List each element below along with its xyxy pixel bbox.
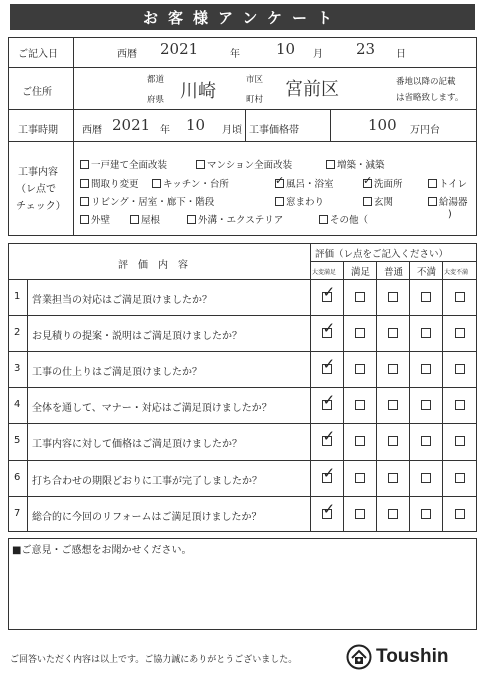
work-option[interactable] bbox=[275, 176, 334, 190]
rating-checkbox[interactable] bbox=[421, 509, 431, 519]
checkbox-checked-icon[interactable] bbox=[275, 174, 285, 188]
question-text: 工事内容に対して価格はご満足頂けましたか？ bbox=[32, 439, 242, 451]
rating-checkbox[interactable] bbox=[355, 400, 365, 410]
rating-checkbox[interactable] bbox=[388, 328, 398, 338]
work-option[interactable] bbox=[80, 176, 139, 190]
work-option[interactable] bbox=[428, 194, 468, 208]
rating-column-divider bbox=[376, 261, 377, 532]
ward-value: 宮前区 bbox=[285, 79, 339, 100]
question-number: 1 bbox=[14, 291, 21, 302]
checkbox-icon[interactable] bbox=[363, 197, 372, 206]
rating-header: 評価（レ点をご記入ください） bbox=[315, 249, 449, 260]
question-text: 総合的に今回のリフォームはご満足頂けましたか？ bbox=[32, 511, 262, 523]
scale-label: 満足 bbox=[351, 267, 371, 278]
rating-column-divider bbox=[409, 261, 410, 532]
checkbox-icon[interactable] bbox=[326, 160, 335, 169]
checkbox-icon[interactable] bbox=[428, 179, 437, 188]
work-option[interactable] bbox=[428, 176, 467, 190]
work-period-label: 工事時期 bbox=[18, 125, 58, 136]
date-era: 西暦 bbox=[117, 49, 137, 60]
checkbox-checked-icon[interactable] bbox=[363, 174, 373, 188]
work-month: 10 bbox=[186, 116, 206, 134]
content-label-2: （レ点で bbox=[16, 184, 56, 195]
work-option-label: その他（ bbox=[330, 215, 369, 226]
work-option-label: 外壁 bbox=[91, 215, 111, 226]
date-year-unit: 年 bbox=[230, 49, 240, 60]
survey-title: お客様アンケート bbox=[10, 4, 475, 30]
price-label: 工事価格帯 bbox=[249, 125, 299, 136]
work-option[interactable] bbox=[196, 157, 292, 171]
other-close: ) bbox=[448, 209, 452, 220]
work-option[interactable] bbox=[363, 176, 403, 190]
work-option[interactable] bbox=[363, 194, 393, 208]
checkbox-icon[interactable] bbox=[275, 197, 284, 206]
content-label-3: チェック） bbox=[16, 201, 66, 212]
price-unit: 万円台 bbox=[410, 125, 440, 136]
check-mark-icon: ✓ bbox=[322, 499, 336, 518]
scale-label: 普通 bbox=[384, 267, 404, 278]
city-bottom: 町村 bbox=[246, 95, 264, 105]
question-number: 6 bbox=[14, 471, 21, 483]
work-option[interactable] bbox=[152, 176, 229, 190]
check-mark-icon: ✓ bbox=[322, 355, 336, 374]
address-note-1: 番地以降の記載 bbox=[396, 77, 456, 87]
comments-label: ■ご意見・ご感想をお聞かせください。 bbox=[12, 545, 192, 556]
content-label-1: 工事内容 bbox=[18, 167, 58, 178]
work-option-label: 洗面所 bbox=[374, 179, 403, 190]
work-option[interactable] bbox=[80, 194, 214, 208]
rating-checkbox[interactable] bbox=[388, 364, 398, 374]
work-option[interactable] bbox=[326, 157, 385, 171]
work-option-label: リビング・居室・廊下・階段 bbox=[91, 197, 215, 208]
rating-checkbox[interactable] bbox=[355, 292, 365, 302]
work-option-label: 外溝・エクステリア bbox=[198, 215, 284, 226]
checkbox-icon[interactable] bbox=[187, 215, 196, 224]
rating-checkbox[interactable] bbox=[455, 400, 465, 410]
row-divider bbox=[8, 351, 477, 352]
brand-logo-icon bbox=[346, 644, 372, 670]
scale-label: 不満 bbox=[417, 267, 437, 278]
checkbox-icon[interactable] bbox=[130, 215, 139, 224]
rating-checkbox[interactable] bbox=[421, 364, 431, 374]
row-divider bbox=[8, 460, 477, 461]
rating-checkbox[interactable] bbox=[388, 292, 398, 302]
rating-checkbox[interactable] bbox=[421, 436, 431, 446]
work-option[interactable] bbox=[275, 194, 324, 208]
rating-checkbox[interactable] bbox=[455, 364, 465, 374]
work-year-unit: 年 bbox=[160, 125, 170, 136]
work-option-label: キッチン・台所 bbox=[163, 179, 229, 190]
rating-checkbox[interactable] bbox=[455, 473, 465, 483]
row-divider bbox=[8, 496, 477, 497]
check-mark-icon: ✓ bbox=[275, 174, 285, 187]
question-text: 営業担当の対応はご満足頂けましたか？ bbox=[32, 295, 212, 306]
work-option[interactable] bbox=[80, 212, 110, 226]
footer-thanks: ご回答いただく内容は以上です。ご協力誠にありがとうございました。 bbox=[10, 655, 298, 665]
checkbox-icon[interactable] bbox=[319, 215, 328, 224]
checkbox-icon[interactable] bbox=[196, 160, 205, 169]
work-option[interactable] bbox=[319, 212, 368, 226]
row-divider bbox=[8, 315, 477, 316]
check-mark-icon: ✓ bbox=[322, 319, 336, 338]
rating-checkbox[interactable] bbox=[388, 436, 398, 446]
work-option-label: 給湯器 bbox=[439, 197, 468, 208]
rating-checkbox[interactable] bbox=[455, 509, 465, 519]
work-option[interactable] bbox=[130, 212, 160, 226]
check-mark-icon: ✓ bbox=[322, 463, 336, 482]
rating-checkbox[interactable] bbox=[421, 400, 431, 410]
question-number: 3 bbox=[14, 363, 21, 375]
work-option-label: 窓まわり bbox=[286, 197, 325, 208]
city-value: 川崎 bbox=[180, 81, 216, 102]
rating-checkbox[interactable] bbox=[455, 292, 465, 302]
question-text: お見積りの提案・説明はご満足頂けましたか？ bbox=[32, 331, 242, 343]
city-top: 市区 bbox=[246, 75, 264, 85]
question-text: 打ち合わせの期限どおりに工事が完了しましたか？ bbox=[32, 475, 262, 487]
date-day-unit: 日 bbox=[396, 49, 406, 60]
work-year: 2021 bbox=[112, 116, 151, 134]
checkbox-icon[interactable] bbox=[428, 197, 437, 206]
row-divider bbox=[8, 423, 477, 424]
work-month-unit: 月頃 bbox=[222, 125, 242, 136]
rating-checkbox[interactable] bbox=[421, 328, 431, 338]
date-month-unit: 月 bbox=[313, 49, 323, 60]
rating-checkbox[interactable] bbox=[355, 436, 365, 446]
eval-header-label: 評価内容 bbox=[118, 260, 198, 271]
rating-checkbox[interactable] bbox=[355, 509, 365, 519]
question-number: 2 bbox=[14, 327, 21, 339]
question-text: 全体を通して、マナー・対応はご満足頂けましたか？ bbox=[32, 403, 272, 415]
work-option-label: 玄関 bbox=[374, 197, 394, 208]
date-year: 2021 bbox=[160, 40, 199, 58]
price-value: 100 bbox=[368, 116, 397, 134]
work-option-label: 増築・減築 bbox=[337, 160, 385, 171]
question-number: 7 bbox=[14, 507, 21, 519]
pref-top: 都道 bbox=[147, 75, 165, 85]
work-option-label: トイレ bbox=[439, 179, 468, 190]
checkbox-icon[interactable] bbox=[80, 215, 89, 224]
rating-checkbox[interactable] bbox=[355, 473, 365, 483]
work-option-label: 風呂・浴室 bbox=[286, 179, 334, 190]
work-option-label: 屋根 bbox=[141, 215, 161, 226]
check-mark-icon: ✓ bbox=[322, 427, 336, 446]
checkbox-icon[interactable] bbox=[80, 160, 89, 169]
rating-checkbox[interactable] bbox=[388, 509, 398, 519]
brand-name: Toushin bbox=[376, 646, 449, 667]
scale-label: 大変不満 bbox=[444, 269, 469, 276]
rating-checkbox[interactable] bbox=[355, 364, 365, 374]
address-label: ご住所 bbox=[22, 87, 52, 98]
pref-bottom: 府県 bbox=[147, 95, 165, 105]
work-option[interactable] bbox=[80, 157, 167, 171]
row-divider bbox=[8, 387, 477, 388]
question-number: 5 bbox=[14, 435, 21, 447]
work-option[interactable] bbox=[187, 212, 283, 226]
rating-checkbox[interactable] bbox=[388, 473, 398, 483]
rating-checkbox[interactable] bbox=[455, 328, 465, 338]
date-month: 10 bbox=[276, 40, 296, 58]
work-option-label: マンション全面改装 bbox=[207, 160, 293, 171]
check-mark-icon: ✓ bbox=[322, 391, 336, 410]
work-option-label: 一戸建て全面改装 bbox=[91, 160, 168, 171]
rating-checkbox[interactable] bbox=[455, 436, 465, 446]
rating-checkbox[interactable] bbox=[388, 400, 398, 410]
checkbox-icon[interactable] bbox=[80, 179, 89, 188]
question-number: 4 bbox=[14, 399, 21, 411]
checkbox-icon[interactable] bbox=[152, 179, 161, 188]
work-era: 西暦 bbox=[82, 125, 102, 136]
rating-checkbox[interactable] bbox=[355, 328, 365, 338]
question-text: 工事の仕上りはご満足頂けましたか？ bbox=[32, 367, 202, 379]
rating-column-divider bbox=[442, 261, 443, 532]
date-label: ご記入日 bbox=[18, 49, 58, 60]
rating-checkbox[interactable] bbox=[421, 473, 431, 483]
scale-label: 大変満足 bbox=[312, 269, 337, 276]
address-note-2: は省略致します。 bbox=[396, 93, 464, 103]
check-mark-icon: ✓ bbox=[363, 174, 373, 187]
rating-column-divider bbox=[343, 261, 344, 532]
work-option-label: 間取り変更 bbox=[91, 179, 139, 190]
check-mark-icon: ✓ bbox=[322, 283, 336, 301]
rating-checkbox[interactable] bbox=[421, 292, 431, 302]
date-day: 23 bbox=[356, 40, 376, 58]
checkbox-icon[interactable] bbox=[80, 197, 89, 206]
